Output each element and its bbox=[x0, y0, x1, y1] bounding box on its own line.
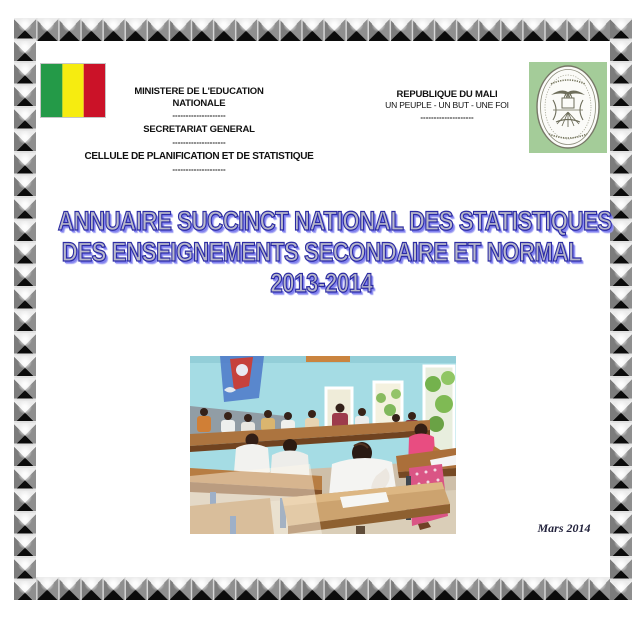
separator-dashes: -------------------- bbox=[172, 111, 226, 120]
document-title bbox=[0, 206, 643, 299]
flag-stripe-green bbox=[41, 64, 62, 117]
separator-dashes: -------------------- bbox=[172, 137, 226, 147]
decorative-border-left bbox=[14, 18, 36, 600]
title-line-3: 2013-2014 bbox=[270, 268, 373, 298]
mali-coat-of-arms-icon bbox=[529, 62, 607, 153]
republic-name: REPUBLIQUE DU MALI bbox=[396, 89, 498, 100]
classroom-exam-photo bbox=[190, 356, 456, 534]
publication-date: Mars 2014 bbox=[537, 521, 591, 535]
separator-dashes: -------------------- bbox=[172, 164, 226, 174]
ministry-name-line1: MINISTERE DE L'EDUCATION bbox=[134, 86, 264, 97]
ministry-header-block bbox=[68, 86, 330, 178]
decorative-border-top bbox=[14, 18, 632, 41]
republic-header-block bbox=[378, 89, 516, 126]
secretariat-general-label: SECRETARIAT GENERAL bbox=[143, 124, 255, 135]
decorative-border-bottom bbox=[14, 577, 632, 600]
decorative-border-right bbox=[610, 18, 632, 600]
cellule-planification-label: CELLULE DE PLANIFICATION ET DE STATISTIQUE bbox=[84, 150, 314, 162]
republic-motto: UN PEUPLE - UN BUT - UNE FOI bbox=[385, 100, 509, 110]
title-line-1: ANNUAIRE SUCCINCT NATIONAL DES STATISTIQUES bbox=[57, 206, 612, 236]
separator-dashes: -------------------- bbox=[420, 113, 474, 122]
ministry-name-line2: NATIONALE bbox=[172, 97, 226, 109]
title-line-2: DES ENSEIGNEMENTS SECONDAIRE ET NORMAL bbox=[61, 237, 582, 267]
